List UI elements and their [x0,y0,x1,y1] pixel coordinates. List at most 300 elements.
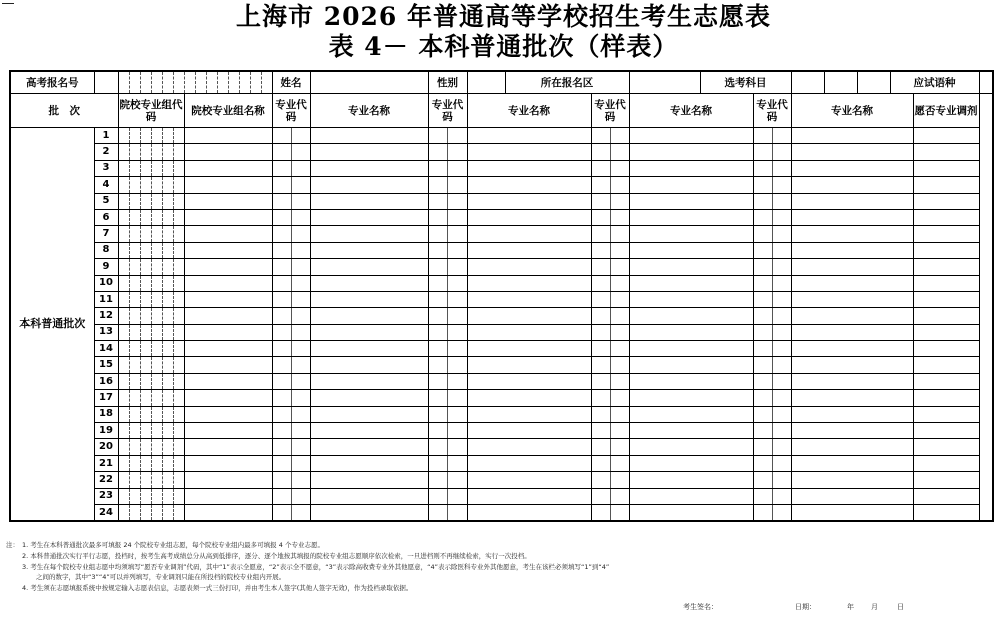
group-code-digit[interactable] [118,472,129,488]
group-name-field[interactable] [184,128,272,144]
group-code-digit[interactable] [129,504,140,521]
group-code-digit[interactable] [129,226,140,242]
major-name-field[interactable] [467,275,591,291]
group-name-field[interactable] [184,472,272,488]
major-code-field[interactable] [591,390,629,406]
major-code-field[interactable] [428,144,467,160]
subject-box-3[interactable] [858,72,891,93]
group-code-digit[interactable] [151,373,162,389]
major-code-field[interactable] [591,242,629,258]
group-code-digit[interactable] [140,226,151,242]
group-code-digit[interactable] [151,504,162,521]
major-code-field[interactable] [428,209,467,225]
adjust-field[interactable] [913,308,979,324]
major-name-field[interactable] [467,259,591,275]
subject-box-2[interactable] [825,72,858,93]
major-code-field[interactable] [753,488,791,504]
group-code-digit[interactable] [151,472,162,488]
major-code-field[interactable] [272,390,310,406]
major-name-field[interactable] [310,504,428,521]
major-name-field[interactable] [791,308,913,324]
group-code-digit[interactable] [151,439,162,455]
group-code-digit[interactable] [129,423,140,439]
adjust-field[interactable] [913,242,979,258]
group-code-digit[interactable] [140,259,151,275]
major-code-field[interactable] [591,291,629,307]
exam-no-box-13[interactable] [250,71,261,94]
exam-no-box-10[interactable] [217,71,228,94]
group-code-digit[interactable] [140,439,151,455]
group-name-field[interactable] [184,488,272,504]
group-code-digit[interactable] [173,144,184,160]
major-code-field[interactable] [753,259,791,275]
major-name-field[interactable] [791,472,913,488]
group-code-digit[interactable] [140,193,151,209]
major-name-field[interactable] [791,390,913,406]
major-name-field[interactable] [791,193,913,209]
group-code-digit[interactable] [129,193,140,209]
major-code-field[interactable] [272,308,310,324]
group-code-digit[interactable] [140,275,151,291]
major-name-field[interactable] [629,209,753,225]
major-code-field[interactable] [753,177,791,193]
major-name-field[interactable] [629,341,753,357]
group-code-digit[interactable] [129,177,140,193]
adjust-field[interactable] [913,193,979,209]
group-code-digit[interactable] [140,357,151,373]
group-code-digit[interactable] [140,390,151,406]
group-code-digit[interactable] [118,128,129,144]
group-code-digit[interactable] [162,324,173,340]
adjust-field[interactable] [913,275,979,291]
gender-field[interactable] [468,72,506,93]
group-code-digit[interactable] [118,357,129,373]
major-name-field[interactable] [629,373,753,389]
group-code-digit[interactable] [173,455,184,471]
major-code-field[interactable] [428,373,467,389]
group-code-digit[interactable] [140,308,151,324]
major-name-field[interactable] [310,160,428,176]
group-code-digit[interactable] [140,423,151,439]
major-name-field[interactable] [629,144,753,160]
major-code-field[interactable] [753,193,791,209]
group-code-digit[interactable] [129,242,140,258]
exam-no-box-3[interactable] [140,71,151,94]
major-name-field[interactable] [467,242,591,258]
adjust-field[interactable] [913,423,979,439]
major-name-field[interactable] [310,242,428,258]
group-code-digit[interactable] [173,128,184,144]
major-code-field[interactable] [591,193,629,209]
major-name-field[interactable] [310,406,428,422]
exam-no-box-6[interactable] [173,71,184,94]
major-name-field[interactable] [467,406,591,422]
group-code-digit[interactable] [140,209,151,225]
major-name-field[interactable] [629,193,753,209]
major-code-field[interactable] [591,373,629,389]
group-code-digit[interactable] [151,324,162,340]
major-code-field[interactable] [591,324,629,340]
group-code-digit[interactable] [151,144,162,160]
major-code-field[interactable] [428,128,467,144]
major-code-field[interactable] [428,275,467,291]
group-name-field[interactable] [184,439,272,455]
major-code-field[interactable] [272,160,310,176]
signature-field[interactable] [735,602,785,612]
major-name-field[interactable] [629,357,753,373]
major-name-field[interactable] [629,226,753,242]
group-code-digit[interactable] [140,373,151,389]
major-code-field[interactable] [591,209,629,225]
major-name-field[interactable] [310,488,428,504]
group-code-digit[interactable] [151,160,162,176]
major-name-field[interactable] [791,226,913,242]
group-code-digit[interactable] [140,177,151,193]
group-name-field[interactable] [184,160,272,176]
major-code-field[interactable] [428,291,467,307]
group-code-digit[interactable] [162,193,173,209]
major-name-field[interactable] [310,209,428,225]
major-code-field[interactable] [272,373,310,389]
group-code-digit[interactable] [118,259,129,275]
major-code-field[interactable] [272,291,310,307]
major-code-field[interactable] [753,209,791,225]
exam-no-box-5[interactable] [162,71,173,94]
group-name-field[interactable] [184,242,272,258]
major-name-field[interactable] [629,423,753,439]
group-code-digit[interactable] [162,291,173,307]
group-name-field[interactable] [184,406,272,422]
major-code-field[interactable] [272,226,310,242]
major-code-field[interactable] [753,357,791,373]
exam-no-box-1[interactable] [118,71,129,94]
major-name-field[interactable] [791,128,913,144]
group-code-digit[interactable] [173,488,184,504]
group-name-field[interactable] [184,423,272,439]
group-code-digit[interactable] [151,423,162,439]
major-code-field[interactable] [272,209,310,225]
group-code-digit[interactable] [173,259,184,275]
group-code-digit[interactable] [162,406,173,422]
major-name-field[interactable] [791,504,913,521]
major-code-field[interactable] [591,341,629,357]
group-code-digit[interactable] [151,259,162,275]
major-name-field[interactable] [629,324,753,340]
group-code-digit[interactable] [140,472,151,488]
major-code-field[interactable] [753,291,791,307]
group-code-digit[interactable] [140,144,151,160]
adjust-field[interactable] [913,209,979,225]
group-code-digit[interactable] [118,160,129,176]
group-code-digit[interactable] [140,504,151,521]
group-code-digit[interactable] [118,275,129,291]
major-name-field[interactable] [467,488,591,504]
group-code-digit[interactable] [173,275,184,291]
major-name-field[interactable] [310,455,428,471]
major-code-field[interactable] [272,472,310,488]
adjust-field[interactable] [913,177,979,193]
major-code-field[interactable] [753,455,791,471]
group-code-digit[interactable] [118,193,129,209]
major-code-field[interactable] [591,275,629,291]
adjust-field[interactable] [913,439,979,455]
major-code-field[interactable] [272,259,310,275]
exam-no-box-11[interactable] [228,71,239,94]
group-code-digit[interactable] [151,488,162,504]
group-name-field[interactable] [184,341,272,357]
language-field[interactable] [979,71,993,94]
major-name-field[interactable] [629,439,753,455]
group-name-field[interactable] [184,209,272,225]
group-name-field[interactable] [184,226,272,242]
group-code-digit[interactable] [162,472,173,488]
major-name-field[interactable] [310,275,428,291]
major-code-field[interactable] [428,357,467,373]
major-name-field[interactable] [310,128,428,144]
group-code-digit[interactable] [173,209,184,225]
group-name-field[interactable] [184,177,272,193]
exam-no-box-0[interactable] [94,71,118,94]
major-code-field[interactable] [428,242,467,258]
major-code-field[interactable] [272,193,310,209]
group-code-digit[interactable] [173,193,184,209]
major-code-field[interactable] [753,341,791,357]
major-name-field[interactable] [629,291,753,307]
group-code-digit[interactable] [129,324,140,340]
major-name-field[interactable] [467,209,591,225]
adjust-field[interactable] [913,324,979,340]
major-name-field[interactable] [310,291,428,307]
group-code-digit[interactable] [118,324,129,340]
major-name-field[interactable] [629,308,753,324]
major-name-field[interactable] [629,488,753,504]
adjust-field[interactable] [913,341,979,357]
major-code-field[interactable] [428,455,467,471]
major-code-field[interactable] [272,504,310,521]
group-code-digit[interactable] [151,275,162,291]
group-code-digit[interactable] [151,455,162,471]
group-code-digit[interactable] [140,242,151,258]
group-code-digit[interactable] [118,308,129,324]
major-code-field[interactable] [591,455,629,471]
major-code-field[interactable] [591,504,629,521]
group-name-field[interactable] [184,390,272,406]
group-code-digit[interactable] [173,390,184,406]
group-name-field[interactable] [184,357,272,373]
major-code-field[interactable] [591,308,629,324]
group-code-digit[interactable] [151,308,162,324]
major-code-field[interactable] [591,472,629,488]
major-name-field[interactable] [310,177,428,193]
exam-no-box-9[interactable] [206,71,217,94]
major-name-field[interactable] [791,341,913,357]
exam-no-box-12[interactable] [239,71,250,94]
group-code-digit[interactable] [173,373,184,389]
major-code-field[interactable] [753,324,791,340]
major-code-field[interactable] [272,177,310,193]
major-code-field[interactable] [753,472,791,488]
adjust-field[interactable] [913,472,979,488]
group-name-field[interactable] [184,324,272,340]
major-code-field[interactable] [428,259,467,275]
group-code-digit[interactable] [118,144,129,160]
group-code-digit[interactable] [162,504,173,521]
group-code-digit[interactable] [118,242,129,258]
group-code-digit[interactable] [173,177,184,193]
group-code-digit[interactable] [140,455,151,471]
group-code-digit[interactable] [118,455,129,471]
group-code-digit[interactable] [173,472,184,488]
group-code-digit[interactable] [162,423,173,439]
group-code-digit[interactable] [173,439,184,455]
adjust-field[interactable] [913,390,979,406]
major-name-field[interactable] [310,226,428,242]
group-code-digit[interactable] [162,357,173,373]
group-code-digit[interactable] [129,472,140,488]
group-code-digit[interactable] [162,209,173,225]
major-code-field[interactable] [272,455,310,471]
major-name-field[interactable] [310,439,428,455]
group-name-field[interactable] [184,504,272,521]
group-code-digit[interactable] [173,308,184,324]
subject-box-1[interactable] [792,72,825,93]
group-code-digit[interactable] [129,406,140,422]
group-code-digit[interactable] [129,455,140,471]
major-name-field[interactable] [791,259,913,275]
major-code-field[interactable] [753,504,791,521]
exam-no-box-4[interactable] [151,71,162,94]
major-code-field[interactable] [591,439,629,455]
group-code-digit[interactable] [118,209,129,225]
group-code-digit[interactable] [151,209,162,225]
major-code-field[interactable] [272,242,310,258]
group-code-digit[interactable] [162,242,173,258]
group-code-digit[interactable] [129,341,140,357]
group-code-digit[interactable] [173,423,184,439]
major-name-field[interactable] [629,160,753,176]
group-code-digit[interactable] [129,357,140,373]
major-name-field[interactable] [629,455,753,471]
group-code-digit[interactable] [118,504,129,521]
group-code-digit[interactable] [129,275,140,291]
major-name-field[interactable] [467,144,591,160]
group-name-field[interactable] [184,291,272,307]
adjust-field[interactable] [913,406,979,422]
major-code-field[interactable] [428,324,467,340]
major-name-field[interactable] [791,144,913,160]
adjust-field[interactable] [913,373,979,389]
adjust-field[interactable] [913,226,979,242]
group-code-digit[interactable] [151,242,162,258]
major-code-field[interactable] [753,226,791,242]
major-code-field[interactable] [428,472,467,488]
major-name-field[interactable] [467,390,591,406]
group-code-digit[interactable] [129,144,140,160]
major-code-field[interactable] [272,406,310,422]
group-code-digit[interactable] [129,488,140,504]
major-name-field[interactable] [467,308,591,324]
major-code-field[interactable] [272,488,310,504]
group-code-digit[interactable] [173,291,184,307]
group-code-digit[interactable] [140,406,151,422]
major-code-field[interactable] [753,373,791,389]
major-code-field[interactable] [753,406,791,422]
major-code-field[interactable] [428,423,467,439]
major-name-field[interactable] [467,160,591,176]
major-code-field[interactable] [753,308,791,324]
group-code-digit[interactable] [162,275,173,291]
group-code-digit[interactable] [151,226,162,242]
group-code-digit[interactable] [162,259,173,275]
major-code-field[interactable] [428,504,467,521]
major-name-field[interactable] [791,439,913,455]
adjust-field[interactable] [913,128,979,144]
major-code-field[interactable] [272,357,310,373]
adjust-field[interactable] [913,160,979,176]
major-code-field[interactable] [753,390,791,406]
group-code-digit[interactable] [173,341,184,357]
major-name-field[interactable] [791,324,913,340]
group-code-digit[interactable] [151,406,162,422]
group-code-digit[interactable] [162,128,173,144]
major-name-field[interactable] [310,193,428,209]
group-code-digit[interactable] [173,160,184,176]
major-code-field[interactable] [753,128,791,144]
group-code-digit[interactable] [129,209,140,225]
adjust-field[interactable] [913,504,979,521]
major-name-field[interactable] [467,341,591,357]
group-code-digit[interactable] [129,128,140,144]
group-code-digit[interactable] [129,308,140,324]
major-code-field[interactable] [753,439,791,455]
major-name-field[interactable] [467,324,591,340]
group-name-field[interactable] [184,275,272,291]
group-code-digit[interactable] [162,308,173,324]
major-code-field[interactable] [272,144,310,160]
major-name-field[interactable] [467,455,591,471]
major-code-field[interactable] [428,193,467,209]
group-code-digit[interactable] [118,226,129,242]
group-code-digit[interactable] [162,177,173,193]
group-code-digit[interactable] [140,160,151,176]
major-name-field[interactable] [629,259,753,275]
major-code-field[interactable] [753,275,791,291]
group-name-field[interactable] [184,259,272,275]
group-code-digit[interactable] [173,242,184,258]
major-code-field[interactable] [753,423,791,439]
group-code-digit[interactable] [173,357,184,373]
major-name-field[interactable] [791,373,913,389]
major-code-field[interactable] [591,488,629,504]
major-name-field[interactable] [791,177,913,193]
group-name-field[interactable] [184,373,272,389]
major-code-field[interactable] [272,324,310,340]
major-name-field[interactable] [310,472,428,488]
major-code-field[interactable] [272,439,310,455]
major-name-field[interactable] [629,472,753,488]
major-code-field[interactable] [428,341,467,357]
major-code-field[interactable] [428,439,467,455]
major-name-field[interactable] [310,357,428,373]
group-code-digit[interactable] [162,160,173,176]
major-name-field[interactable] [791,357,913,373]
major-name-field[interactable] [791,488,913,504]
major-name-field[interactable] [629,390,753,406]
group-code-digit[interactable] [118,291,129,307]
group-code-digit[interactable] [173,226,184,242]
major-code-field[interactable] [591,406,629,422]
group-code-digit[interactable] [151,177,162,193]
